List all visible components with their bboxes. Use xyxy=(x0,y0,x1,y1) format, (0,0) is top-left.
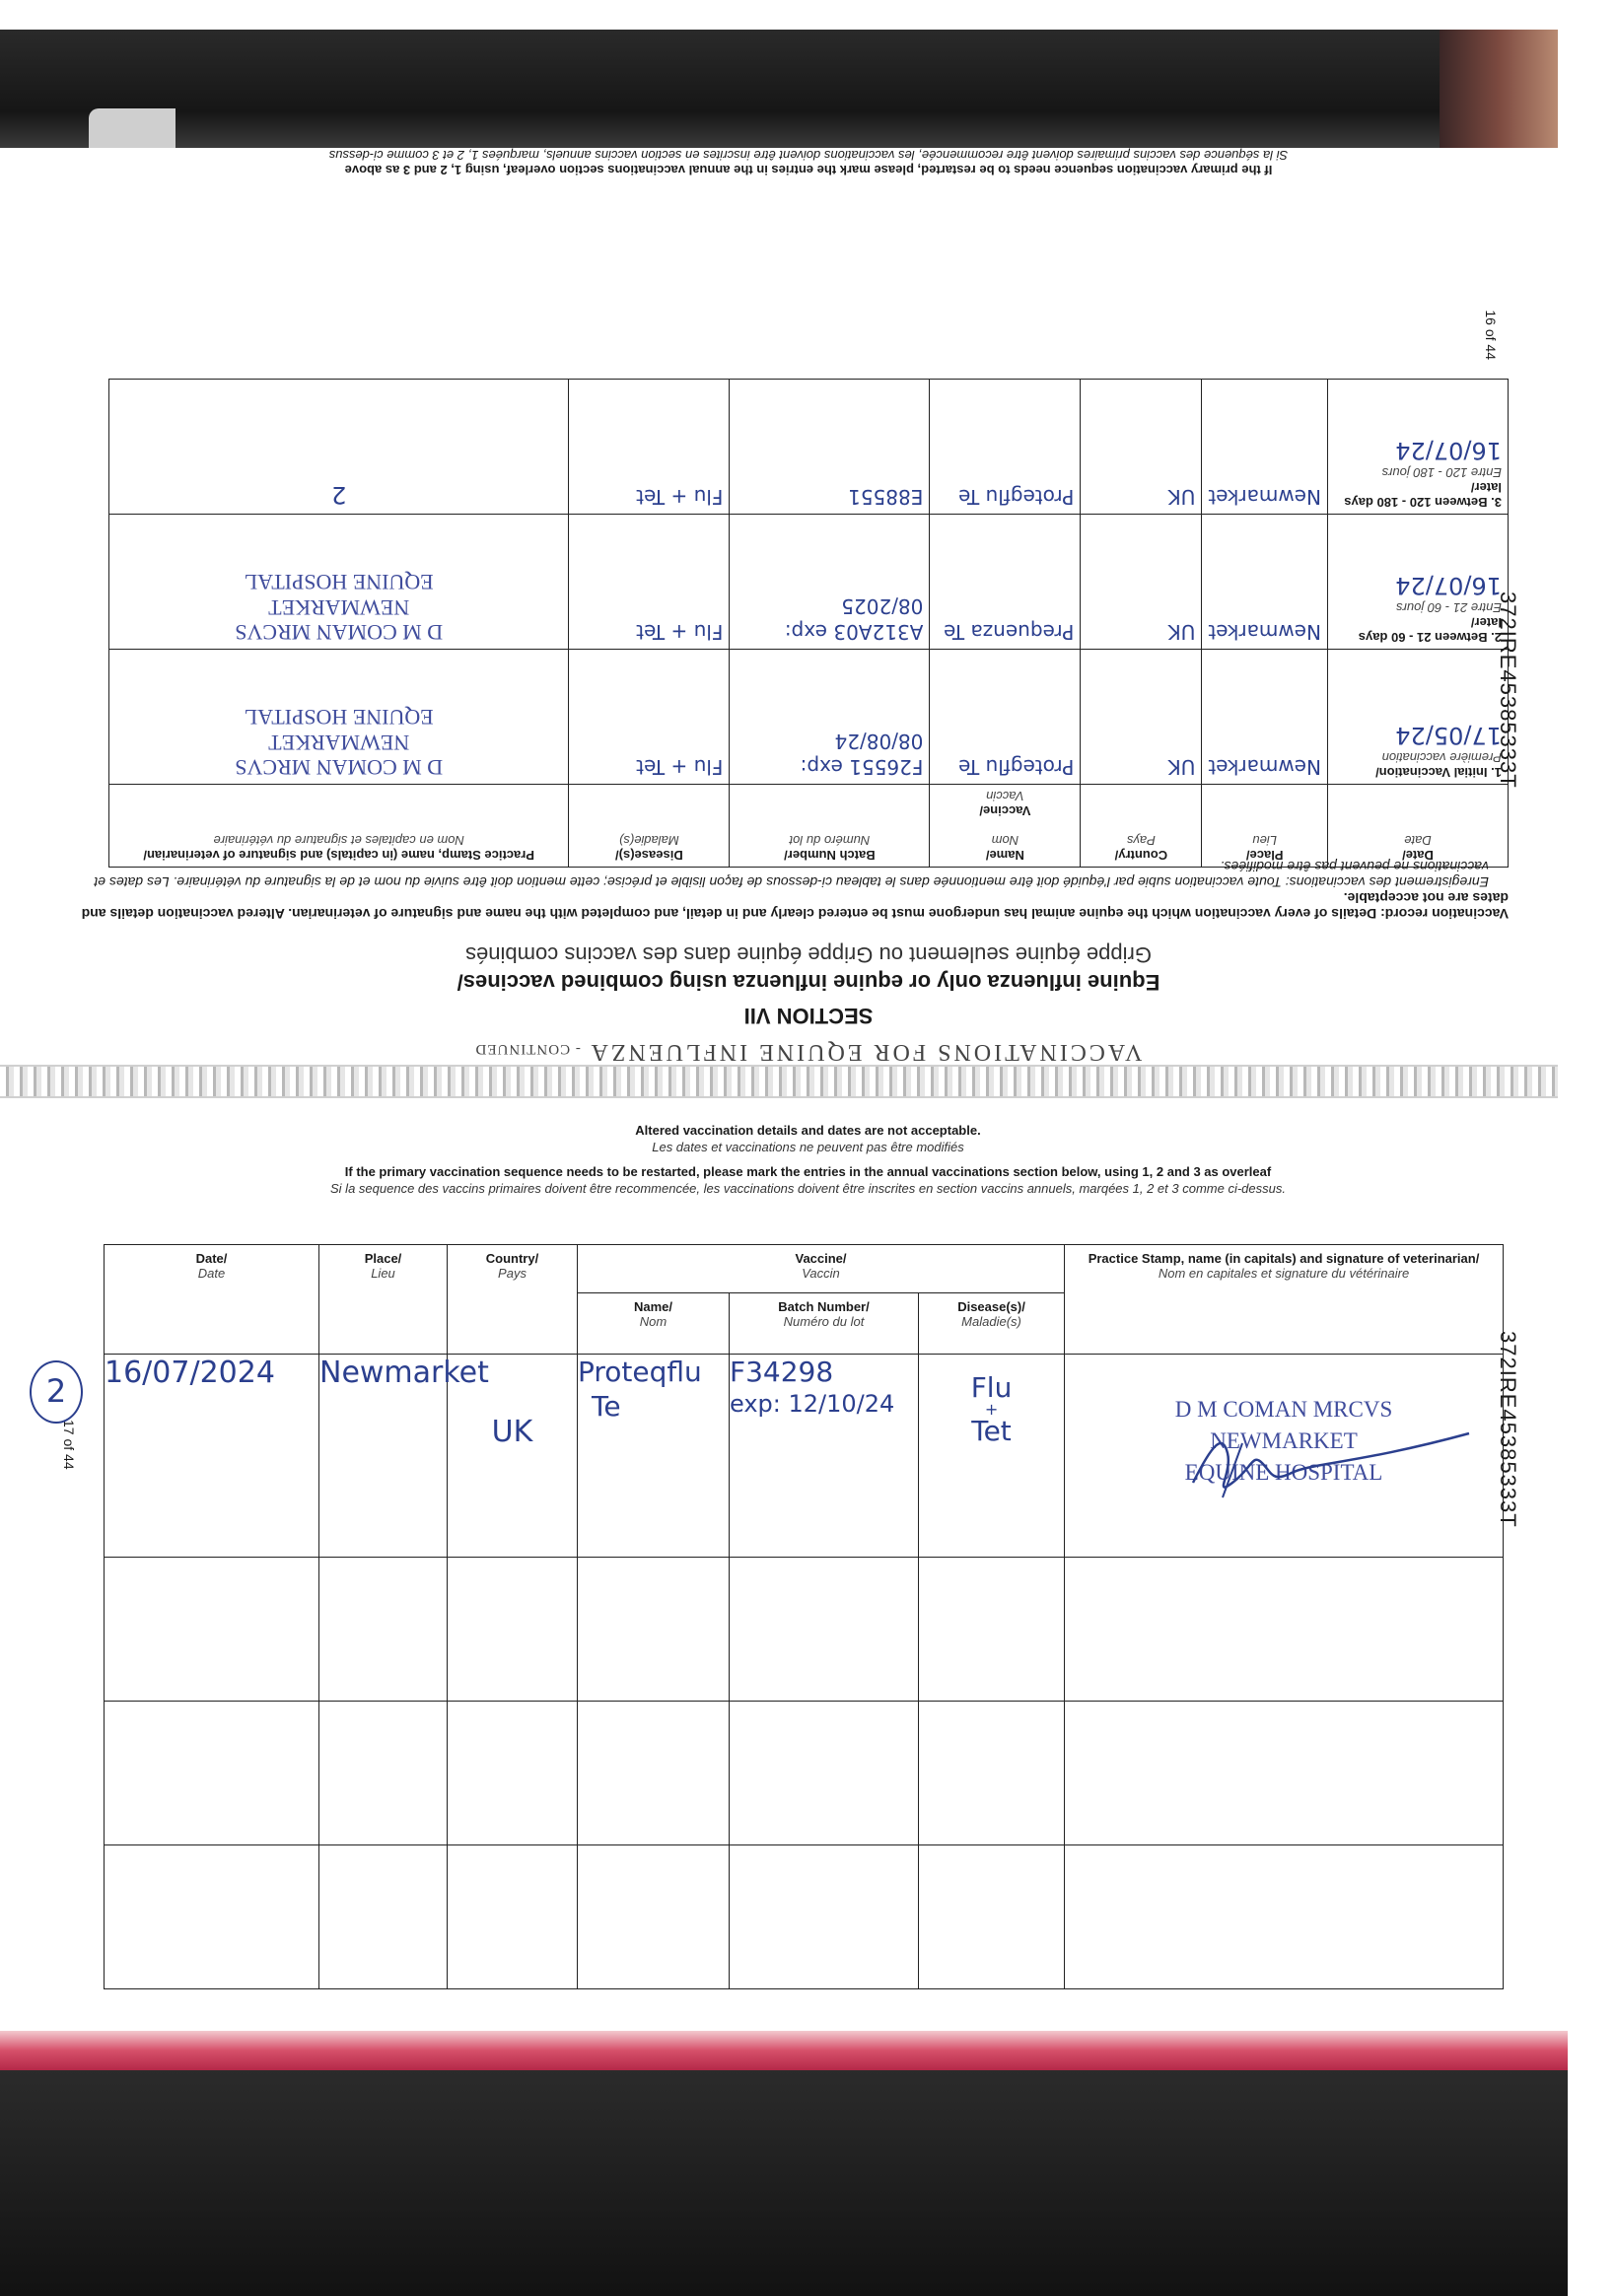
entry-disease xyxy=(919,1355,1065,1558)
lower-page-number: 17 of 44 xyxy=(61,1420,77,1470)
table-row xyxy=(105,1702,1504,1845)
upper-row-1-disease: Flu + Tet xyxy=(569,650,730,785)
upper-country-header: Country/ Pays xyxy=(1081,785,1202,868)
upper-row-2-batch: A312A03 exp: 08/2025 xyxy=(730,515,930,650)
scanner-bottom-dark xyxy=(0,2070,1568,2296)
upper-row-1-stamp: D M COMAN MRCVS NEWMARKET EQUINE HOSPITAL xyxy=(109,650,569,785)
disease-header: Disease(s)/ Maladie(s) xyxy=(919,1293,1065,1355)
scanner-top-edge xyxy=(0,30,1558,148)
upper-row-1-place: Newmarket xyxy=(1202,650,1328,785)
section-title: SECTION VII xyxy=(743,1004,874,1028)
entry-disease-line1: Flu xyxy=(970,1371,1013,1404)
upper-row-3-disease: Flu + Tet xyxy=(569,380,730,515)
upper-disease-header: Disease(s)/ Maladie(s) xyxy=(569,785,730,868)
upper-vaccination-table xyxy=(108,379,1509,868)
vaccine-header: Vaccine/ Vaccin xyxy=(578,1245,1065,1293)
stamp-line-2: NEWMARKET xyxy=(1210,1428,1358,1453)
upper-place-header: Place/ Lieu xyxy=(1202,785,1328,868)
notice-2-fr: Si la sequence des vaccins primaires doivent être recommencée, les vaccinations doivent être inscrites en section vaccins annuels, marqées 1, 2 et 3 comme ci-dessus. xyxy=(330,1181,1286,1196)
sequence-circle-mark: 2 xyxy=(30,1360,83,1424)
place-header: Place/ Lieu xyxy=(319,1245,448,1355)
continued-title xyxy=(69,1038,1548,1065)
batch-header: Batch Number/ Numéro du lot xyxy=(730,1293,919,1355)
upper-restart-en: If the primary vaccination sequence needs to be restarted, please mark the entries in the annual vaccinations section overleaf, using 1, 2 and 3 as above xyxy=(344,163,1273,177)
lower-vaccination-table xyxy=(104,1244,1504,1989)
page-fold xyxy=(0,1065,1558,1098)
upper-page-header xyxy=(69,859,1548,1065)
upper-restart-notice xyxy=(69,148,1548,177)
stamp-header: Practice Stamp, name (in capitals) and signature of veterinarian/ Nom en capitales et signature du vétérinaire xyxy=(1065,1245,1504,1355)
continued-title-text: VACCINATIONS FOR EQUINE INFLUENZA xyxy=(589,1039,1143,1065)
entry-batch-line2: exp: 12/10/24 xyxy=(730,1390,895,1418)
upper-page-number: 16 of 44 xyxy=(1483,310,1499,360)
record-en-2: Altered vaccination details and dates are not acceptable. xyxy=(81,890,1509,922)
record-instructions xyxy=(69,890,1548,922)
notice-2-en: If the primary vaccination sequence needs to be restarted, please mark the entries in the annual vaccinations section below, using 1, 2 and 3 as overleaf xyxy=(344,1164,1272,1179)
upper-row-2-date: 2. Between 21 - 60 days later/ Entre 21 - 60 jours 16/07/24 xyxy=(1328,515,1509,650)
stamp-line-1: D M COMAN MRCVS xyxy=(1174,1397,1393,1422)
subtitle-fr: Grippe équine seulement ou Grippe équine dans des vaccins combinés xyxy=(465,942,1152,967)
upper-row-3-place: Newmarket xyxy=(1202,380,1328,515)
upper-row-1-country: UK xyxy=(1081,650,1202,785)
entry-stamp xyxy=(1065,1355,1504,1558)
upper-row-3 xyxy=(109,380,1509,515)
veterinarian-signature xyxy=(1183,1424,1479,1502)
upper-row-1-name: Protegflu Te xyxy=(930,650,1081,785)
upper-row-1-date: 1. Initial Vaccination/ Première vaccination 17/05/24 xyxy=(1328,650,1509,785)
upper-stamp-header: Practice Stamp, name (in capitals) and signature of veterinarian/ Nom en capitales et signature du vétérinaire xyxy=(109,785,569,868)
table-row xyxy=(105,1845,1504,1989)
table-row xyxy=(105,1558,1504,1702)
upper-row-1-batch: F26551 exp: 08/08/24 xyxy=(730,650,930,785)
continued-suffix: - CONTINUED xyxy=(474,1041,581,1057)
stamp-line-3: EQUINE HOSPITAL xyxy=(1184,1460,1383,1485)
record-fr-text: Enregistrement des vaccinations: Toute vaccination subie par l'équidé doit être mentionnée dans le tableau ci-dessous de façon lisible et précise; cette mention doit être suivie du nom et de la signature du vétérinaire. Les dates et vaccinations ne peuvent pas être modifiées. xyxy=(94,859,1489,890)
upper-row-3-stamp xyxy=(109,380,569,515)
upper-restart-fr: Si la séquence des vaccins primaires doivent être recommencée, les vaccinations doivent être inscrites en section vaccins annuels, marquées 1, 2 et 3 comme ci-dessus xyxy=(328,148,1289,163)
upper-batch-header: Batch Number/ Numéro du lot xyxy=(730,785,930,868)
lower-notice xyxy=(0,1122,1616,1197)
serial-number-lower: 372IRE45385333T xyxy=(1496,1331,1520,1528)
scanner-top-corner xyxy=(1440,30,1558,148)
entry-name-line1: Proteqflu xyxy=(578,1356,702,1388)
entry-batch-line1: F34298 xyxy=(730,1356,834,1388)
upper-row-3-batch: E88551 xyxy=(730,380,930,515)
page-tab xyxy=(89,108,176,148)
upper-row-2 xyxy=(109,515,1509,650)
date-header: Date/ Date xyxy=(105,1245,319,1355)
upper-row-3-country: UK xyxy=(1081,380,1202,515)
upper-name-header: Name/ Nom Vaccine/ Vaccin xyxy=(930,785,1081,868)
lower-header-row-1 xyxy=(105,1245,1504,1293)
entry-country: UK xyxy=(448,1355,578,1558)
upper-row-1 xyxy=(109,650,1509,785)
upper-header-row xyxy=(109,785,1509,868)
upper-row-3-name: Protegflu Te xyxy=(930,380,1081,515)
upper-row-2-place: Newmarket xyxy=(1202,515,1328,650)
country-header: Country/ Pays xyxy=(448,1245,578,1355)
upper-row-2-disease: Flu + Tet xyxy=(569,515,730,650)
scanner-bottom-edge xyxy=(0,2031,1568,2070)
upper-page-flipped xyxy=(69,148,1548,1065)
upper-row-2-name: Prequenza Te xyxy=(930,515,1081,650)
serial-number-upper: 372IRE45385333T xyxy=(1496,591,1520,789)
entry-batch xyxy=(730,1355,919,1558)
notice-1-en: Altered vaccination details and dates are not acceptable. xyxy=(635,1123,981,1138)
entry-place: Newmarket xyxy=(319,1355,448,1558)
subtitle-en: Equine influenza only or equine influenza using combined vaccines/ xyxy=(457,970,1160,995)
entry-disease-line2: + xyxy=(984,1400,999,1419)
name-header: Name/ Nom xyxy=(578,1293,730,1355)
upper-row-2-stamp: D M COMAN MRCVS NEWMARKET EQUINE HOSPITAL xyxy=(109,515,569,650)
upper-row-3-date: 3. Between 120 - 180 days later/ Entre 120 - 180 jours 16/07/24 xyxy=(1328,380,1509,515)
upper-circle-mark: 2 xyxy=(331,481,347,509)
entry-disease-line3: Tet xyxy=(971,1415,1012,1447)
record-en: Vaccination record: Details of every vaccination which the equine animal has undergone must be entered clearly and in detail, and completed with the name and signature of veterinarian. xyxy=(288,906,1509,922)
entry-date: 16/07/2024 xyxy=(105,1355,319,1558)
entry-vaccine-name xyxy=(578,1355,730,1558)
table-row xyxy=(105,1355,1504,1558)
upper-date-header: Date/ Date xyxy=(1328,785,1509,868)
upper-row-2-country: UK xyxy=(1081,515,1202,650)
notice-1-fr: Les dates et vaccinations ne peuvent pas être modifiés xyxy=(652,1140,964,1154)
entry-name-line2: Te xyxy=(592,1390,621,1423)
